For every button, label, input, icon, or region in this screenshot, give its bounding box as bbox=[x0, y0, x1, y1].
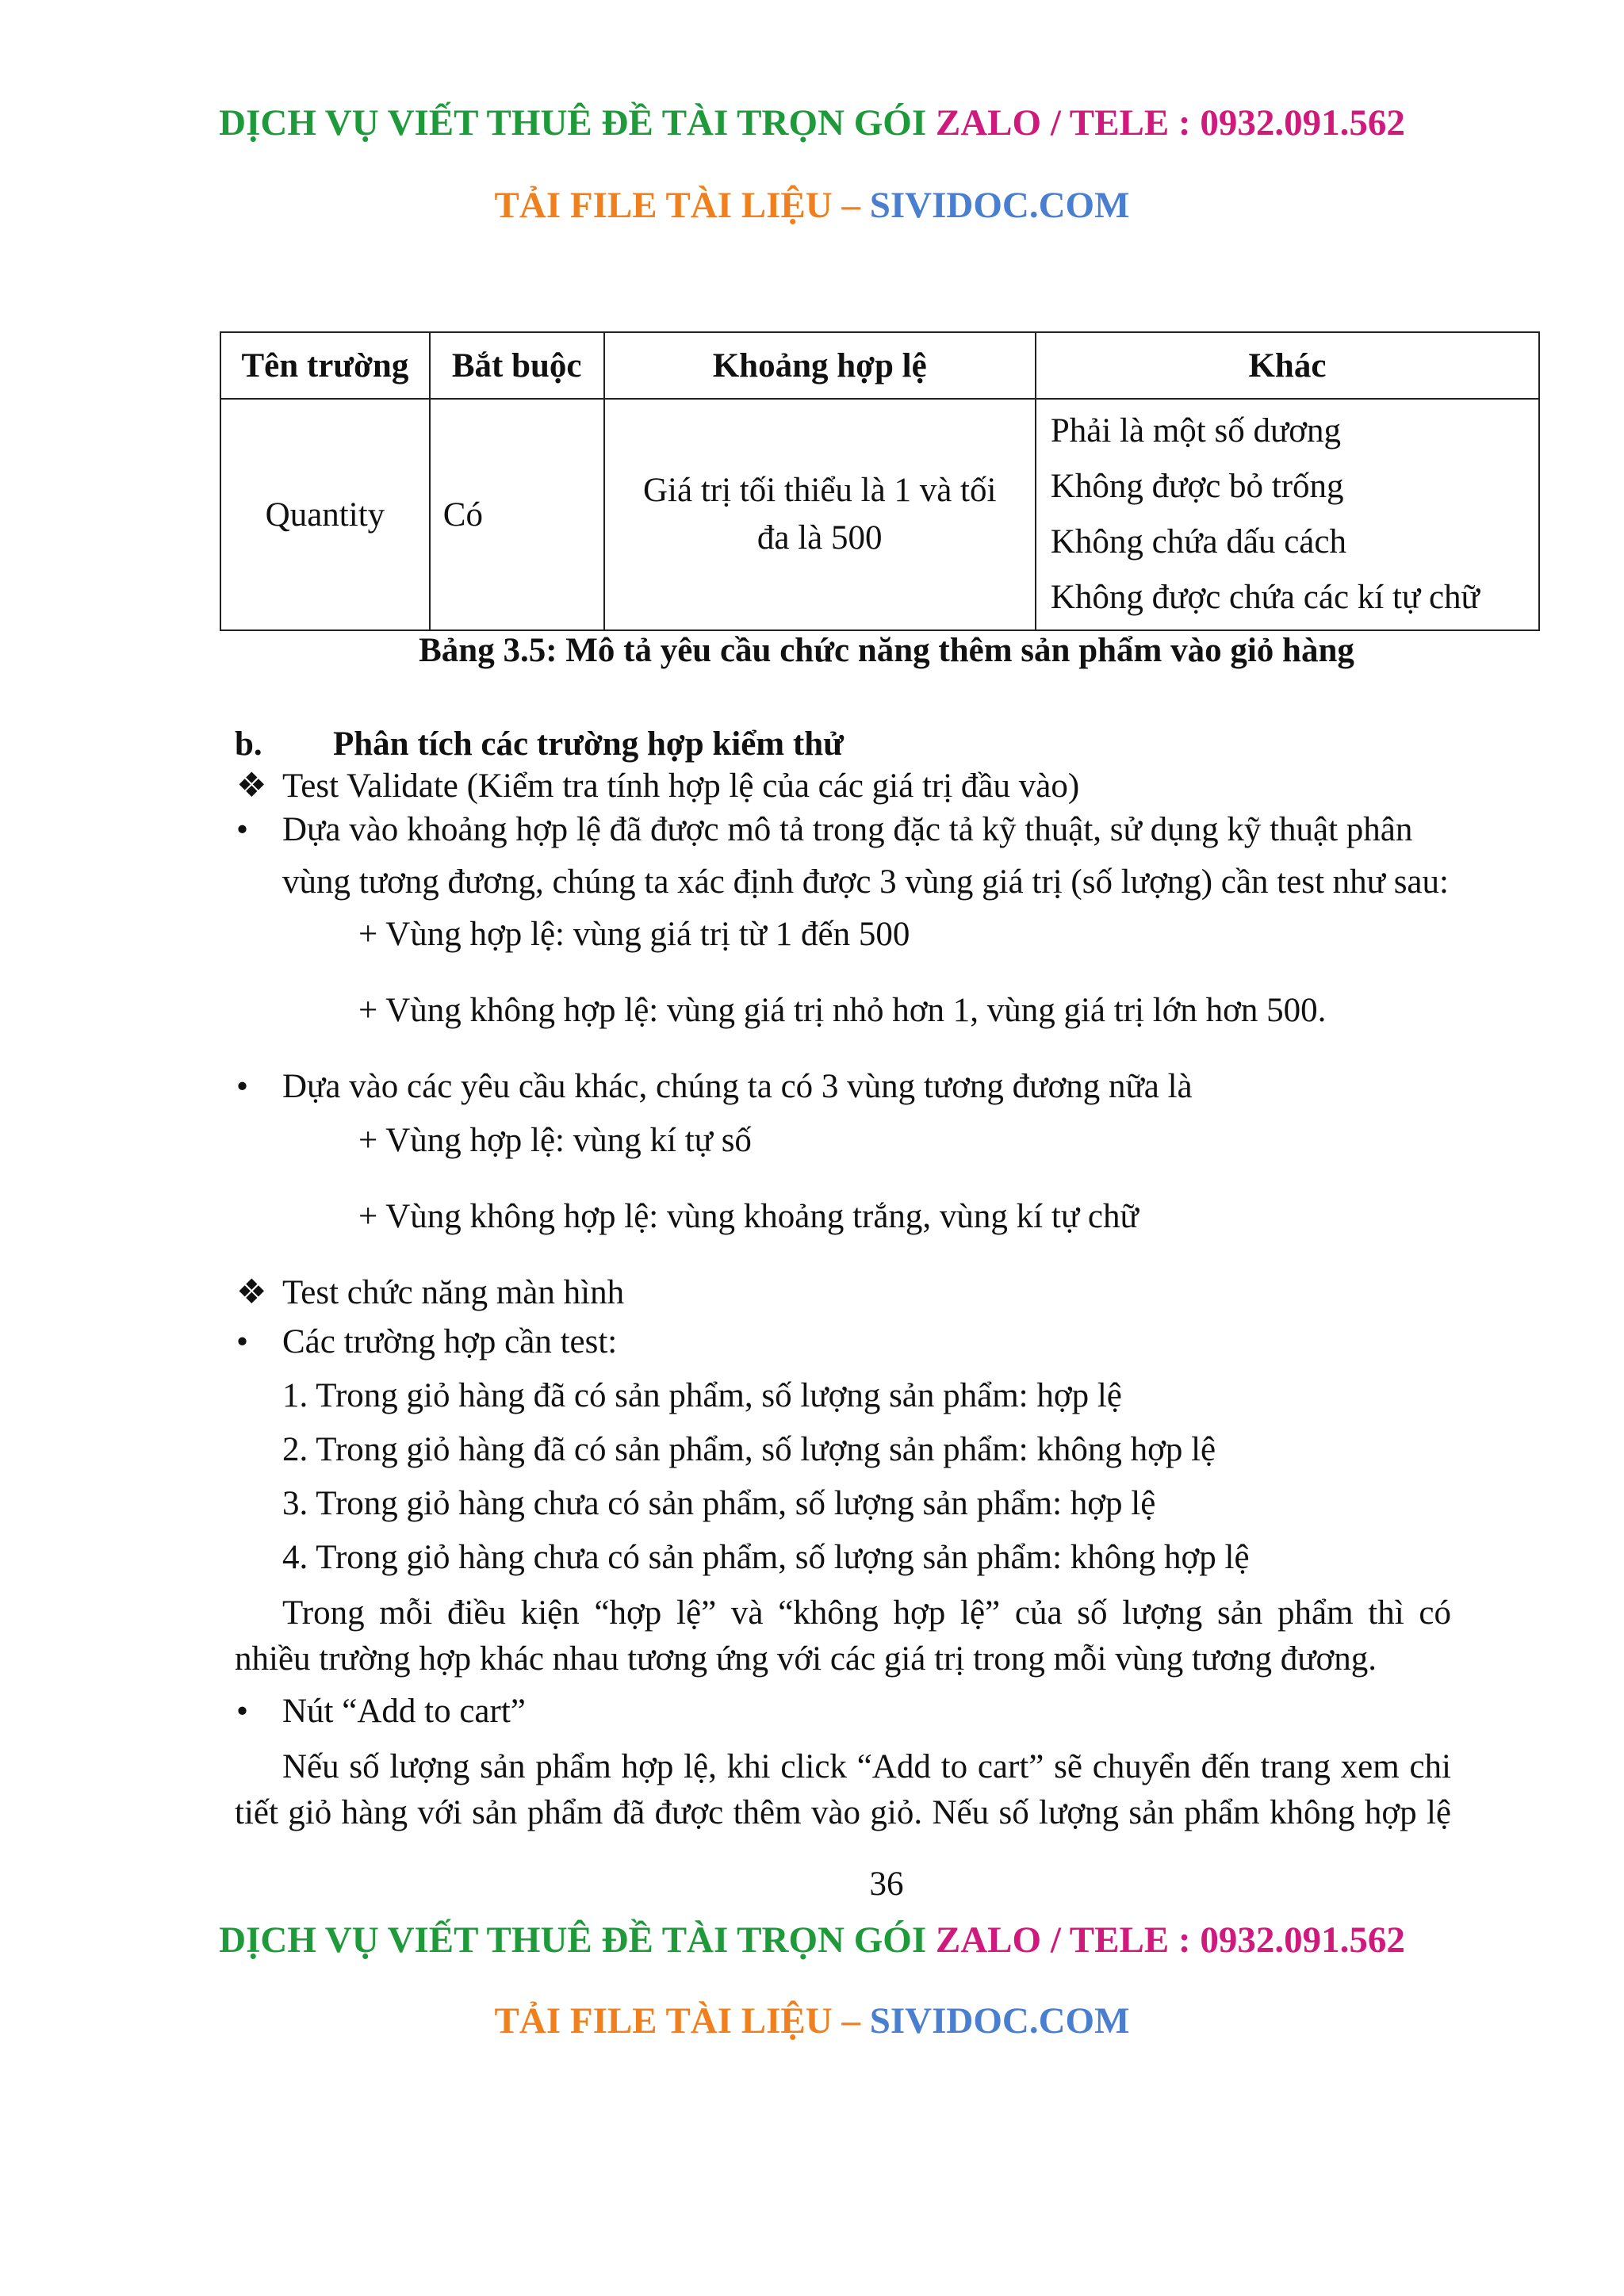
other-rules-cell bbox=[1036, 399, 1539, 630]
invalid-chars-item: + Vùng không hợp lệ: vùng khoảng trắng, vùng kí tự chữ bbox=[358, 1198, 1139, 1235]
test-case-item: 4. Trong giỏ hàng chưa có sản phẩm, số lượng sản phẩm: không hợp lệ bbox=[282, 1539, 1250, 1576]
service-text: DỊCH VỤ VIẾT THUÊ ĐỀ TÀI TRỌN GÓI bbox=[219, 1919, 927, 1961]
table-header-row bbox=[220, 332, 1539, 399]
validate-bullet-line: vùng tương đương, chúng ta xác định được 3 vùng giá trị (số lượng) cần test như sau: bbox=[282, 863, 1449, 901]
site-link[interactable]: SIVIDOC.COM bbox=[869, 185, 1130, 226]
field-name-cell: Quantity bbox=[220, 399, 430, 630]
bullet-dot-icon: • bbox=[236, 811, 249, 848]
rule-item: Không được bỏ trống bbox=[1050, 468, 1344, 505]
section-label: b. bbox=[235, 725, 262, 763]
other-requirements-bullet: Dựa vào các yêu cầu khác, chúng ta có 3 vùng tương đương nữa là bbox=[282, 1068, 1193, 1105]
rule-item: Không chứa dấu cách bbox=[1050, 523, 1346, 561]
footer-service-banner bbox=[0, 1919, 1624, 1961]
paragraph-line: nhiều trường hợp khác nhau tương ứng với các giá trị trong mỗi vùng tương đương. bbox=[235, 1640, 1377, 1678]
header-download-banner bbox=[0, 184, 1624, 227]
screen-heading: Test chức năng màn hình bbox=[282, 1274, 625, 1311]
paragraph-line: tiết giỏ hàng với sản phẩm đã được thêm vào giỏ. Nếu số lượng sản phẩm không hợp lệ bbox=[235, 1794, 1451, 1831]
range-line: đa là 500 bbox=[756, 519, 883, 557]
download-text: TẢI FILE TÀI LIỆU bbox=[494, 2000, 833, 2042]
bullet-dot-icon: • bbox=[236, 1323, 249, 1360]
test-case-item: 2. Trong giỏ hàng đã có sản phẩm, số lượng sản phẩm: không hợp lệ bbox=[282, 1431, 1216, 1468]
table-caption: Bảng 3.5: Mô tả yêu cầu chức năng thêm sản phẩm vào giỏ hàng bbox=[419, 632, 1354, 669]
site-link[interactable]: SIVIDOC.COM bbox=[869, 2000, 1130, 2042]
section-title: Phân tích các trường hợp kiểm thử bbox=[333, 725, 844, 763]
contact-text: ZALO / TELE : 0932.091.562 bbox=[935, 102, 1405, 144]
diamond-bullet-icon: ❖ bbox=[236, 1274, 267, 1311]
rule-item: Không được chứa các kí tự chữ bbox=[1050, 579, 1480, 616]
column-header: Tên trường bbox=[220, 332, 430, 399]
download-text: TẢI FILE TÀI LIỆU bbox=[494, 185, 833, 226]
range-cell bbox=[604, 399, 1036, 630]
required-cell: Có bbox=[430, 399, 604, 630]
table-row bbox=[220, 399, 1539, 630]
validate-heading: Test Validate (Kiểm tra tính hợp lệ của các giá trị đầu vào) bbox=[282, 767, 1080, 805]
paragraph-line: Nếu số lượng sản phẩm hợp lệ, khi click “Add to cart” sẽ chuyển đến trang xem chi bbox=[282, 1748, 1451, 1785]
footer-download-banner bbox=[0, 1999, 1624, 2042]
validate-bullet-line: Dựa vào khoảng hợp lệ đã được mô tả trong đặc tả kỹ thuật, sử dụng kỹ thuật phân bbox=[282, 811, 1413, 848]
paragraph-line: Trong mỗi điều kiện “hợp lệ” và “không hợp lệ” của số lượng sản phẩm thì có bbox=[282, 1594, 1451, 1632]
test-case-item: 3. Trong giỏ hàng chưa có sản phẩm, số lượng sản phẩm: hợp lệ bbox=[282, 1485, 1156, 1522]
spec-table bbox=[220, 331, 1540, 631]
range-line: Giá trị tối thiểu là 1 và tối bbox=[642, 472, 997, 509]
test-case-item: 1. Trong giỏ hàng đã có sản phẩm, số lượng sản phẩm: hợp lệ bbox=[282, 1377, 1122, 1414]
service-text: DỊCH VỤ VIẾT THUÊ ĐỀ TÀI TRỌN GÓI bbox=[219, 102, 927, 144]
header-service-banner bbox=[0, 101, 1624, 144]
invalid-range-item: + Vùng không hợp lệ: vùng giá trị nhỏ hơn 1, vùng giá trị lớn hơn 500. bbox=[358, 992, 1327, 1029]
dash: – bbox=[841, 185, 860, 226]
column-header: Khoảng hợp lệ bbox=[604, 332, 1036, 399]
valid-range-item: + Vùng hợp lệ: vùng giá trị từ 1 đến 500 bbox=[358, 916, 910, 953]
valid-chars-item: + Vùng hợp lệ: vùng kí tự số bbox=[358, 1122, 752, 1159]
diamond-bullet-icon: ❖ bbox=[236, 767, 267, 805]
page-number: 36 bbox=[869, 1866, 904, 1903]
bullet-dot-icon: • bbox=[236, 1068, 249, 1105]
rule-item: Phải là một số dương bbox=[1050, 412, 1342, 450]
dash: – bbox=[841, 2000, 860, 2042]
contact-text: ZALO / TELE : 0932.091.562 bbox=[935, 1919, 1405, 1961]
cases-label: Các trường hợp cần test: bbox=[282, 1323, 618, 1360]
column-header: Bắt buộc bbox=[430, 332, 604, 399]
bullet-dot-icon: • bbox=[236, 1693, 249, 1730]
column-header: Khác bbox=[1036, 332, 1539, 399]
add-to-cart-bullet: Nút “Add to cart” bbox=[282, 1693, 526, 1730]
